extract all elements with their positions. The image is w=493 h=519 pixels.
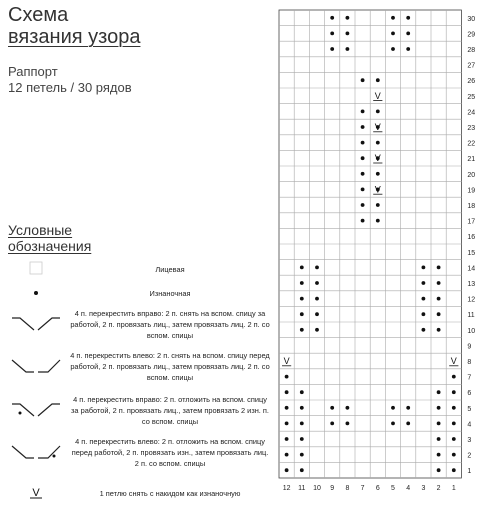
- slip-mark: V: [374, 153, 381, 164]
- legend-text-purl: Изнаночная: [149, 289, 191, 298]
- purl-mark: [422, 312, 426, 316]
- purl-mark: [376, 203, 380, 207]
- row-label: 10: [467, 327, 476, 335]
- purl-mark: [437, 437, 441, 441]
- row-label: 29: [467, 31, 476, 39]
- purl-mark: [437, 468, 441, 472]
- row-label: 30: [467, 15, 476, 23]
- row-label: 27: [467, 62, 476, 70]
- purl-mark: [300, 422, 304, 426]
- purl-mark: [346, 32, 350, 36]
- column-label: 7: [360, 485, 365, 492]
- purl-mark: [300, 390, 304, 394]
- purl-mark: [422, 266, 426, 270]
- purl-mark: [285, 453, 289, 457]
- purl-mark: [376, 141, 380, 145]
- purl-mark: [285, 437, 289, 441]
- purl-mark: [422, 328, 426, 332]
- purl-mark: [437, 297, 441, 301]
- row-label: 7: [467, 374, 472, 382]
- purl-mark: [452, 422, 456, 426]
- row-label: 13: [467, 281, 476, 288]
- row-label: 25: [467, 93, 476, 101]
- row-label: 4: [467, 421, 472, 429]
- purl-mark: [406, 406, 410, 410]
- column-label: 10: [313, 485, 321, 492]
- purl-mark: [391, 406, 395, 410]
- row-label: 15: [467, 249, 476, 257]
- purl-mark: [361, 172, 365, 176]
- purl-mark: [285, 390, 289, 394]
- purl-mark: [422, 297, 426, 301]
- purl-mark: [330, 422, 334, 426]
- purl-mark: [315, 297, 319, 301]
- purl-mark: [346, 406, 350, 410]
- purl-mark: [300, 297, 304, 301]
- row-label: 16: [467, 234, 476, 242]
- purl-mark: [376, 219, 380, 223]
- purl-mark: [437, 312, 441, 316]
- purl-mark: [330, 16, 334, 20]
- purl-mark: [406, 422, 410, 426]
- column-label: 12: [282, 485, 291, 492]
- purl-mark: [361, 110, 365, 114]
- purl-mark: [452, 390, 456, 394]
- slip-mark: V: [374, 184, 381, 195]
- purl-mark: [300, 453, 304, 457]
- title-line-2: вязания узора: [8, 26, 141, 48]
- purl-mark: [437, 406, 441, 410]
- slip-mark: V: [450, 356, 457, 366]
- row-label: 21: [467, 156, 476, 164]
- purl-mark: [300, 266, 304, 270]
- row-label: 2: [467, 452, 472, 460]
- legend-text-knit: Лицевая: [155, 265, 185, 274]
- purl-mark: [300, 328, 304, 332]
- column-label: 6: [375, 485, 380, 492]
- legend-text-cross-right: 4 п. перекрестить вправо: 2 п. снять на вспом. спицу за работой, 2 п. провязать лиц., затем провязать лиц. 2 п. со вспом. спицы: [70, 309, 270, 340]
- purl-mark: [452, 468, 456, 472]
- purl-mark: [285, 468, 289, 472]
- column-label: 5: [391, 485, 395, 492]
- row-label: 20: [467, 171, 476, 179]
- purl-mark: [361, 125, 365, 129]
- rapport-value: 12 петель / 30 рядов: [8, 80, 132, 95]
- purl-mark: [391, 32, 395, 36]
- purl-mark: [300, 312, 304, 316]
- column-label: 2: [436, 485, 441, 492]
- purl-mark: [315, 328, 319, 332]
- row-label: 1: [467, 468, 472, 476]
- purl-mark: [300, 406, 304, 410]
- purl-mark: [346, 47, 350, 51]
- purl-mark: [300, 437, 304, 441]
- svg-text:V: V: [32, 487, 40, 499]
- purl-mark: [315, 312, 319, 316]
- purl-mark: [300, 281, 304, 285]
- legend-text-slip: 1 петлю снять с накидом как изнаночную: [99, 489, 241, 498]
- slip-mark: V: [283, 356, 290, 366]
- purl-mark: [391, 47, 395, 51]
- legend-text-cross-right-purl: 4 п. перекрестить вправо: 2 п. отложить на вспом. спицу за работой, 2 п. провязать лиц., затем провязать 2 изн. п. со вспом. спицы: [71, 395, 269, 426]
- row-label: 23: [467, 125, 476, 132]
- purl-mark: [406, 32, 410, 36]
- purl-mark: [376, 78, 380, 82]
- purl-mark: [437, 422, 441, 426]
- purl-mark: [330, 406, 334, 410]
- purl-mark: [391, 422, 395, 426]
- purl-mark: [361, 78, 365, 82]
- purl-mark: [346, 422, 350, 426]
- rapport-label: Раппорт: [8, 64, 58, 79]
- purl-mark: [422, 281, 426, 285]
- purl-mark: [437, 266, 441, 270]
- column-label: 1: [451, 485, 456, 492]
- purl-mark: [361, 156, 365, 160]
- purl-mark: [391, 16, 395, 20]
- slip-mark: V: [374, 90, 381, 101]
- purl-mark: [330, 32, 334, 36]
- row-label: 22: [467, 140, 476, 148]
- purl-mark: [437, 390, 441, 394]
- column-label: 9: [330, 485, 335, 492]
- row-label: 5: [467, 405, 472, 413]
- purl-mark: [452, 437, 456, 441]
- title-line-1: Схема: [8, 4, 69, 26]
- row-label: 11: [467, 312, 475, 320]
- purl-mark: [437, 328, 441, 332]
- row-label: 26: [467, 78, 476, 86]
- row-label: 9: [467, 343, 472, 351]
- row-label: 6: [467, 390, 472, 398]
- purl-mark: [406, 47, 410, 51]
- column-label: 8: [345, 485, 350, 492]
- purl-mark: [315, 281, 319, 285]
- row-label: 19: [467, 187, 476, 195]
- row-label: 3: [467, 437, 472, 444]
- row-label: 18: [467, 203, 476, 210]
- purl-mark: [437, 453, 441, 457]
- row-label: 8: [467, 359, 472, 366]
- purl-mark: [406, 16, 410, 20]
- purl-mark: [300, 468, 304, 472]
- row-label: 12: [467, 296, 476, 304]
- purl-mark: [346, 16, 350, 20]
- purl-mark: [361, 203, 365, 207]
- purl-mark: [376, 172, 380, 176]
- column-label: 3: [421, 485, 426, 492]
- column-label: 4: [406, 485, 411, 492]
- legend-text-cross-left: 4 п. перекрестить влево: 2 п. снять на вспом. спицу перед работой, 2 п. провязать лиц., затем провязать лиц. 2 п. со вспом. спицы: [70, 351, 270, 382]
- purl-mark: [437, 281, 441, 285]
- purl-mark: [361, 188, 365, 192]
- purl-mark: [361, 219, 365, 223]
- purl-mark: [361, 141, 365, 145]
- legend-text-cross-left-purl: 4 п. перекрестить влево: 2 п. отложить на вспом. спицу перед работой, 2 п. провязать изн., затем провязать лиц. 2 п. со вспом. спицы: [71, 437, 269, 468]
- row-label: 24: [467, 109, 476, 117]
- legend-title-line-2: обозначения: [8, 238, 92, 254]
- row-label: 28: [467, 47, 476, 54]
- purl-mark: [285, 422, 289, 426]
- purl-mark: [452, 406, 456, 410]
- purl-mark: [285, 375, 289, 379]
- row-label: 14: [467, 265, 476, 273]
- purl-mark: [330, 47, 334, 51]
- legend-title-line-1: Условные: [8, 222, 73, 238]
- row-label: 17: [467, 218, 476, 226]
- purl-mark: [452, 375, 456, 379]
- slip-mark: V: [374, 122, 381, 132]
- column-label: 11: [298, 485, 306, 492]
- purl-mark: [315, 266, 319, 270]
- purl-mark: [452, 453, 456, 457]
- purl-mark: [376, 110, 380, 114]
- purl-mark: [285, 406, 289, 410]
